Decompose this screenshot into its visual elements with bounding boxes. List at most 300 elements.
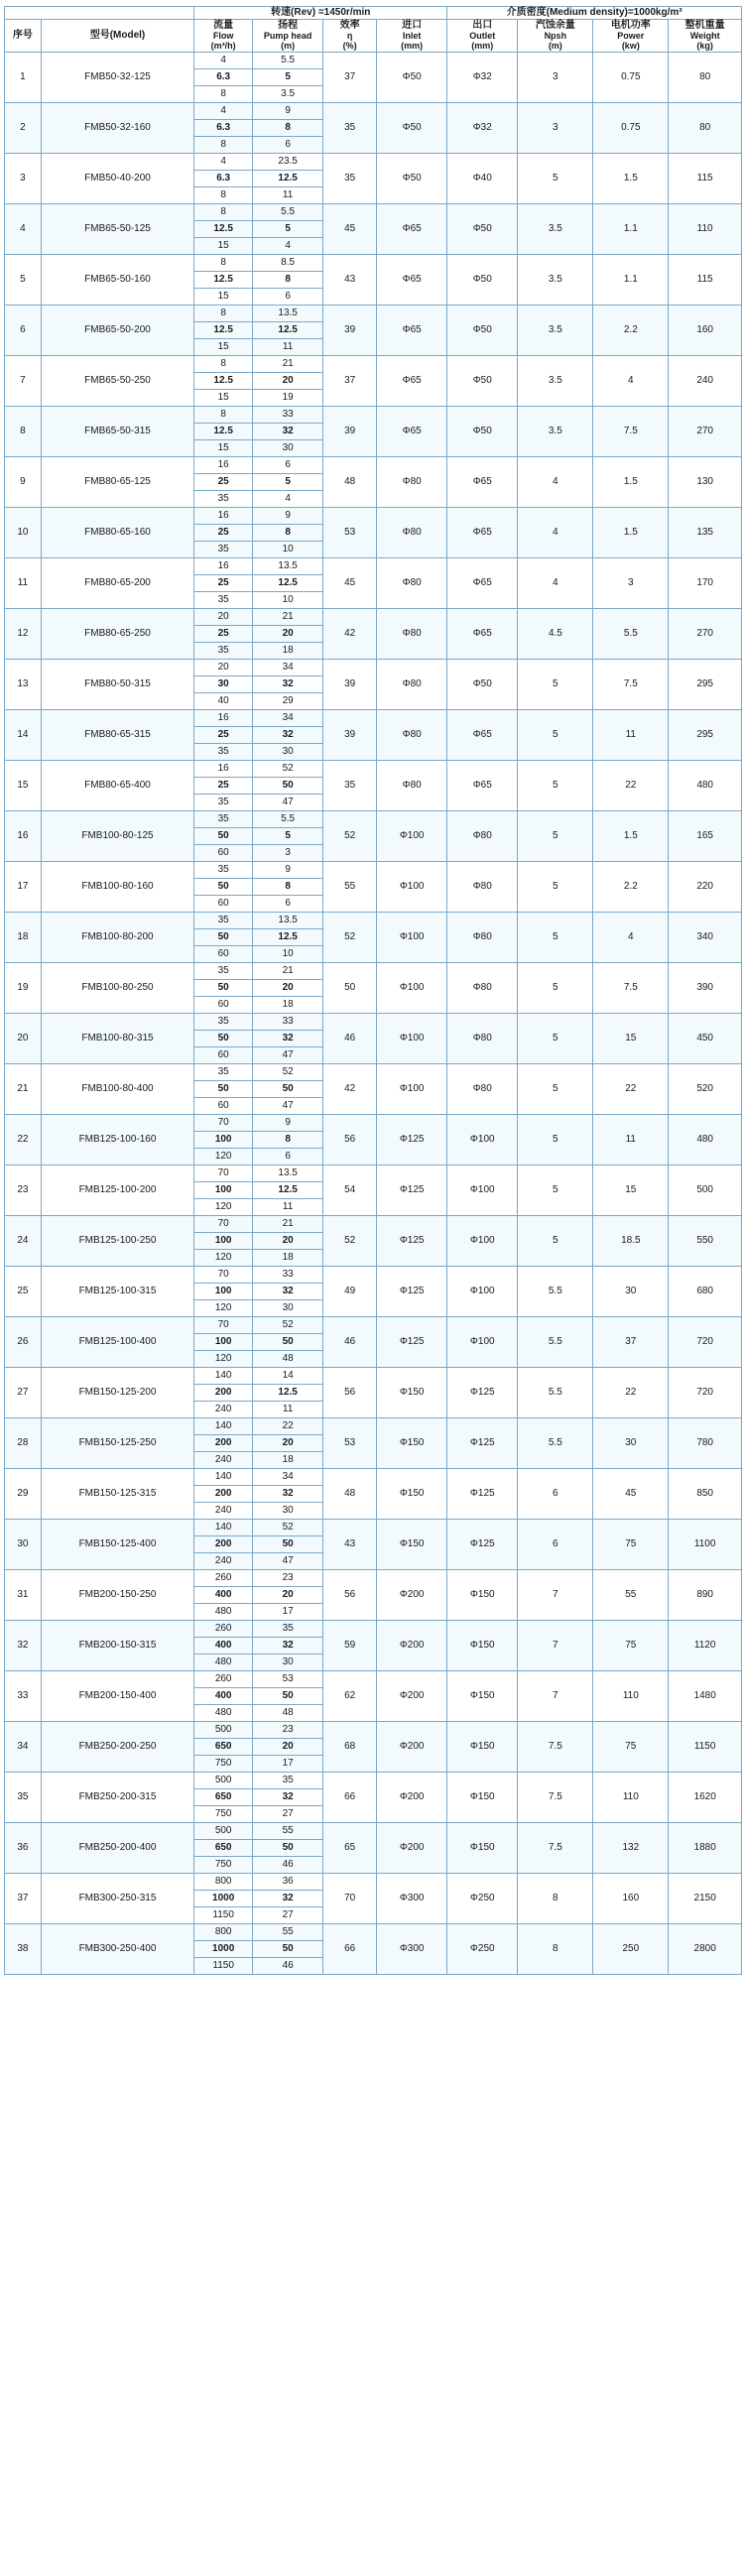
table-row bbox=[5, 1367, 742, 1384]
row-power: 110 bbox=[593, 1772, 669, 1822]
table-row bbox=[5, 1822, 742, 1839]
row-inlet: Φ80 bbox=[377, 557, 447, 608]
row-outlet: Φ80 bbox=[447, 810, 518, 861]
row-index: 29 bbox=[5, 1468, 42, 1519]
row-inlet: Φ100 bbox=[377, 912, 447, 962]
row-head-value: 13.5 bbox=[253, 912, 323, 928]
table-row bbox=[5, 810, 742, 827]
row-power: 11 bbox=[593, 709, 669, 760]
row-flow-value: 140 bbox=[194, 1468, 253, 1485]
row-inlet: Φ200 bbox=[377, 1569, 447, 1620]
row-outlet: Φ150 bbox=[447, 1772, 518, 1822]
row-flow-value: 650 bbox=[194, 1788, 253, 1805]
row-model: FMB300-250-400 bbox=[41, 1923, 193, 1974]
row-index: 18 bbox=[5, 912, 42, 962]
row-model: FMB125-100-400 bbox=[41, 1316, 193, 1367]
row-outlet: Φ150 bbox=[447, 1569, 518, 1620]
row-flow-value: 800 bbox=[194, 1873, 253, 1890]
row-inlet: Φ100 bbox=[377, 962, 447, 1013]
row-weight: 500 bbox=[669, 1165, 742, 1215]
row-head-value: 8.5 bbox=[253, 254, 323, 271]
row-head-value: 20 bbox=[253, 1232, 323, 1249]
row-inlet: Φ65 bbox=[377, 203, 447, 254]
row-npsh: 7 bbox=[518, 1670, 593, 1721]
row-head-value: 20 bbox=[253, 1738, 323, 1755]
row-head-value: 47 bbox=[253, 1046, 323, 1063]
row-weight: 115 bbox=[669, 254, 742, 305]
row-weight: 520 bbox=[669, 1063, 742, 1114]
row-head-value: 8 bbox=[253, 1131, 323, 1148]
row-head-value: 52 bbox=[253, 1063, 323, 1080]
row-flow-value: 140 bbox=[194, 1367, 253, 1384]
row-head-value: 6 bbox=[253, 456, 323, 473]
row-efficiency: 65 bbox=[323, 1822, 377, 1873]
table-row bbox=[5, 254, 742, 271]
row-head-value: 30 bbox=[253, 1654, 323, 1670]
row-efficiency: 49 bbox=[323, 1266, 377, 1316]
row-head-value: 50 bbox=[253, 1333, 323, 1350]
row-weight: 80 bbox=[669, 102, 742, 153]
row-head-value: 5 bbox=[253, 68, 323, 85]
row-head-value: 46 bbox=[253, 1957, 323, 1974]
row-efficiency: 52 bbox=[323, 810, 377, 861]
table-row bbox=[5, 557, 742, 574]
row-efficiency: 54 bbox=[323, 1165, 377, 1215]
table-row bbox=[5, 153, 742, 170]
row-outlet: Φ100 bbox=[447, 1215, 518, 1266]
row-head-value: 32 bbox=[253, 1788, 323, 1805]
row-npsh: 5.5 bbox=[518, 1266, 593, 1316]
row-flow-value: 240 bbox=[194, 1552, 253, 1569]
row-power: 2.2 bbox=[593, 861, 669, 912]
row-inlet: Φ80 bbox=[377, 709, 447, 760]
row-head-value: 52 bbox=[253, 1316, 323, 1333]
row-head-value: 30 bbox=[253, 743, 323, 760]
row-head-value: 47 bbox=[253, 1552, 323, 1569]
row-flow-value: 35 bbox=[194, 1013, 253, 1030]
row-inlet: Φ200 bbox=[377, 1822, 447, 1873]
row-flow-value: 35 bbox=[194, 591, 253, 608]
row-flow-value: 200 bbox=[194, 1485, 253, 1502]
row-efficiency: 46 bbox=[323, 1013, 377, 1063]
row-head-value: 27 bbox=[253, 1805, 323, 1822]
row-npsh: 4 bbox=[518, 456, 593, 507]
row-flow-value: 120 bbox=[194, 1198, 253, 1215]
row-npsh: 5 bbox=[518, 659, 593, 709]
row-flow-value: 35 bbox=[194, 642, 253, 659]
row-outlet: Φ40 bbox=[447, 153, 518, 203]
table-row bbox=[5, 1165, 742, 1181]
row-flow-value: 35 bbox=[194, 490, 253, 507]
row-head-value: 32 bbox=[253, 423, 323, 439]
header-head: 扬程 Pump head (m) bbox=[253, 19, 323, 52]
row-index: 15 bbox=[5, 760, 42, 810]
row-head-value: 11 bbox=[253, 1401, 323, 1417]
row-head-value: 21 bbox=[253, 1215, 323, 1232]
row-inlet: Φ125 bbox=[377, 1165, 447, 1215]
row-flow-value: 35 bbox=[194, 912, 253, 928]
row-index: 26 bbox=[5, 1316, 42, 1367]
row-npsh: 6 bbox=[518, 1519, 593, 1569]
row-outlet: Φ80 bbox=[447, 861, 518, 912]
row-flow-value: 20 bbox=[194, 608, 253, 625]
table-row bbox=[5, 1620, 742, 1637]
row-npsh: 6 bbox=[518, 1468, 593, 1519]
row-flow-value: 240 bbox=[194, 1502, 253, 1519]
row-model: FMB250-200-315 bbox=[41, 1772, 193, 1822]
row-weight: 220 bbox=[669, 861, 742, 912]
row-weight: 165 bbox=[669, 810, 742, 861]
row-flow-value: 500 bbox=[194, 1721, 253, 1738]
row-head-value: 5 bbox=[253, 220, 323, 237]
row-power: 7.5 bbox=[593, 406, 669, 456]
row-weight: 115 bbox=[669, 153, 742, 203]
row-flow-value: 750 bbox=[194, 1805, 253, 1822]
row-index: 35 bbox=[5, 1772, 42, 1822]
row-flow-value: 200 bbox=[194, 1434, 253, 1451]
row-power: 1.5 bbox=[593, 507, 669, 557]
row-inlet: Φ125 bbox=[377, 1266, 447, 1316]
row-npsh: 4.5 bbox=[518, 608, 593, 659]
row-efficiency: 45 bbox=[323, 203, 377, 254]
row-head-value: 11 bbox=[253, 338, 323, 355]
row-inlet: Φ100 bbox=[377, 861, 447, 912]
table-row bbox=[5, 203, 742, 220]
row-head-value: 23 bbox=[253, 1569, 323, 1586]
row-head-value: 20 bbox=[253, 979, 323, 996]
row-flow-value: 70 bbox=[194, 1114, 253, 1131]
table-row bbox=[5, 52, 742, 68]
row-weight: 130 bbox=[669, 456, 742, 507]
row-model: FMB65-50-250 bbox=[41, 355, 193, 406]
header-flow: 流量 Flow (m³/h) bbox=[194, 19, 253, 52]
row-efficiency: 35 bbox=[323, 102, 377, 153]
row-model: FMB80-65-315 bbox=[41, 709, 193, 760]
row-power: 22 bbox=[593, 1063, 669, 1114]
row-npsh: 7 bbox=[518, 1569, 593, 1620]
table-row bbox=[5, 305, 742, 321]
row-head-value: 5.5 bbox=[253, 810, 323, 827]
row-head-value: 55 bbox=[253, 1822, 323, 1839]
row-inlet: Φ150 bbox=[377, 1417, 447, 1468]
row-flow-value: 120 bbox=[194, 1299, 253, 1316]
row-efficiency: 42 bbox=[323, 608, 377, 659]
row-npsh: 5.5 bbox=[518, 1417, 593, 1468]
row-efficiency: 62 bbox=[323, 1670, 377, 1721]
row-index: 7 bbox=[5, 355, 42, 406]
row-head-value: 12.5 bbox=[253, 928, 323, 945]
row-npsh: 7.5 bbox=[518, 1721, 593, 1772]
pump-specification-table bbox=[4, 6, 742, 1975]
row-flow-value: 240 bbox=[194, 1401, 253, 1417]
row-head-value: 33 bbox=[253, 406, 323, 423]
row-flow-value: 100 bbox=[194, 1232, 253, 1249]
row-model: FMB125-100-160 bbox=[41, 1114, 193, 1165]
row-head-value: 14 bbox=[253, 1367, 323, 1384]
row-inlet: Φ80 bbox=[377, 608, 447, 659]
row-flow-value: 25 bbox=[194, 473, 253, 490]
row-head-value: 10 bbox=[253, 591, 323, 608]
row-efficiency: 59 bbox=[323, 1620, 377, 1670]
row-model: FMB200-150-400 bbox=[41, 1670, 193, 1721]
row-outlet: Φ125 bbox=[447, 1519, 518, 1569]
row-flow-value: 260 bbox=[194, 1620, 253, 1637]
row-power: 22 bbox=[593, 1367, 669, 1417]
header-npsh: 汽蚀余量 Npsh (m) bbox=[518, 19, 593, 52]
row-flow-value: 800 bbox=[194, 1923, 253, 1940]
row-flow-value: 6.3 bbox=[194, 119, 253, 136]
row-index: 1 bbox=[5, 52, 42, 102]
row-outlet: Φ150 bbox=[447, 1620, 518, 1670]
row-power: 75 bbox=[593, 1519, 669, 1569]
row-npsh: 3.5 bbox=[518, 305, 593, 355]
row-outlet: Φ65 bbox=[447, 456, 518, 507]
table-row bbox=[5, 1114, 742, 1131]
row-head-value: 18 bbox=[253, 1249, 323, 1266]
row-head-value: 9 bbox=[253, 507, 323, 524]
row-head-value: 35 bbox=[253, 1772, 323, 1788]
row-power: 250 bbox=[593, 1923, 669, 1974]
row-inlet: Φ80 bbox=[377, 760, 447, 810]
row-weight: 295 bbox=[669, 709, 742, 760]
row-weight: 850 bbox=[669, 1468, 742, 1519]
row-model: FMB150-125-400 bbox=[41, 1519, 193, 1569]
row-head-value: 47 bbox=[253, 794, 323, 810]
row-head-value: 23 bbox=[253, 1721, 323, 1738]
row-head-value: 20 bbox=[253, 625, 323, 642]
row-outlet: Φ100 bbox=[447, 1266, 518, 1316]
row-inlet: Φ100 bbox=[377, 810, 447, 861]
row-power: 18.5 bbox=[593, 1215, 669, 1266]
row-flow-value: 120 bbox=[194, 1249, 253, 1266]
row-head-value: 3 bbox=[253, 844, 323, 861]
row-inlet: Φ65 bbox=[377, 305, 447, 355]
row-head-value: 20 bbox=[253, 1434, 323, 1451]
row-index: 23 bbox=[5, 1165, 42, 1215]
row-flow-value: 12.5 bbox=[194, 220, 253, 237]
row-flow-value: 16 bbox=[194, 709, 253, 726]
row-power: 0.75 bbox=[593, 102, 669, 153]
row-flow-value: 200 bbox=[194, 1384, 253, 1401]
row-head-value: 20 bbox=[253, 372, 323, 389]
row-head-value: 30 bbox=[253, 1502, 323, 1519]
row-model: FMB150-125-250 bbox=[41, 1417, 193, 1468]
row-efficiency: 39 bbox=[323, 709, 377, 760]
row-power: 75 bbox=[593, 1620, 669, 1670]
row-outlet: Φ50 bbox=[447, 254, 518, 305]
row-head-value: 34 bbox=[253, 1468, 323, 1485]
row-flow-value: 25 bbox=[194, 726, 253, 743]
row-flow-value: 70 bbox=[194, 1165, 253, 1181]
row-efficiency: 39 bbox=[323, 406, 377, 456]
row-flow-value: 650 bbox=[194, 1839, 253, 1856]
row-head-value: 35 bbox=[253, 1620, 323, 1637]
row-weight: 890 bbox=[669, 1569, 742, 1620]
row-index: 17 bbox=[5, 861, 42, 912]
title-band-empty bbox=[5, 7, 194, 20]
row-head-value: 12.5 bbox=[253, 1181, 323, 1198]
row-index: 2 bbox=[5, 102, 42, 153]
table-row bbox=[5, 1670, 742, 1687]
row-index: 31 bbox=[5, 1569, 42, 1620]
row-efficiency: 52 bbox=[323, 912, 377, 962]
row-head-value: 10 bbox=[253, 945, 323, 962]
row-flow-value: 1000 bbox=[194, 1940, 253, 1957]
row-flow-value: 100 bbox=[194, 1283, 253, 1299]
row-power: 3 bbox=[593, 557, 669, 608]
row-npsh: 3.5 bbox=[518, 406, 593, 456]
row-head-value: 32 bbox=[253, 1890, 323, 1906]
row-model: FMB100-80-160 bbox=[41, 861, 193, 912]
row-efficiency: 53 bbox=[323, 1417, 377, 1468]
row-power: 15 bbox=[593, 1013, 669, 1063]
row-weight: 480 bbox=[669, 760, 742, 810]
row-head-value: 23.5 bbox=[253, 153, 323, 170]
row-flow-value: 70 bbox=[194, 1215, 253, 1232]
row-outlet: Φ32 bbox=[447, 52, 518, 102]
table-row bbox=[5, 1873, 742, 1890]
row-head-value: 4 bbox=[253, 237, 323, 254]
row-flow-value: 140 bbox=[194, 1519, 253, 1535]
row-head-value: 32 bbox=[253, 1030, 323, 1046]
row-index: 14 bbox=[5, 709, 42, 760]
row-model: FMB150-125-200 bbox=[41, 1367, 193, 1417]
row-head-value: 48 bbox=[253, 1350, 323, 1367]
row-head-value: 6 bbox=[253, 136, 323, 153]
row-flow-value: 750 bbox=[194, 1755, 253, 1772]
row-model: FMB80-65-400 bbox=[41, 760, 193, 810]
row-efficiency: 56 bbox=[323, 1569, 377, 1620]
row-npsh: 3 bbox=[518, 52, 593, 102]
row-head-value: 33 bbox=[253, 1266, 323, 1283]
row-outlet: Φ80 bbox=[447, 912, 518, 962]
row-flow-value: 60 bbox=[194, 844, 253, 861]
row-flow-value: 60 bbox=[194, 1046, 253, 1063]
row-head-value: 22 bbox=[253, 1417, 323, 1434]
row-flow-value: 500 bbox=[194, 1772, 253, 1788]
row-head-value: 50 bbox=[253, 1080, 323, 1097]
table-row bbox=[5, 1417, 742, 1434]
row-index: 12 bbox=[5, 608, 42, 659]
row-head-value: 8 bbox=[253, 524, 323, 541]
row-flow-value: 4 bbox=[194, 102, 253, 119]
header-index: 序号 bbox=[5, 19, 42, 52]
row-power: 110 bbox=[593, 1670, 669, 1721]
table-row bbox=[5, 406, 742, 423]
row-flow-value: 50 bbox=[194, 1080, 253, 1097]
row-flow-value: 60 bbox=[194, 945, 253, 962]
row-power: 1.1 bbox=[593, 254, 669, 305]
row-head-value: 9 bbox=[253, 861, 323, 878]
row-index: 21 bbox=[5, 1063, 42, 1114]
row-npsh: 5.5 bbox=[518, 1367, 593, 1417]
row-model: FMB250-200-400 bbox=[41, 1822, 193, 1873]
table-row bbox=[5, 1215, 742, 1232]
row-efficiency: 53 bbox=[323, 507, 377, 557]
row-efficiency: 43 bbox=[323, 1519, 377, 1569]
row-flow-value: 100 bbox=[194, 1181, 253, 1198]
speed-label: 转速(Rev) =1450r/min bbox=[194, 7, 447, 20]
row-npsh: 7 bbox=[518, 1620, 593, 1670]
row-model: FMB80-65-250 bbox=[41, 608, 193, 659]
row-weight: 80 bbox=[669, 52, 742, 102]
row-inlet: Φ200 bbox=[377, 1721, 447, 1772]
row-power: 1.1 bbox=[593, 203, 669, 254]
row-flow-value: 35 bbox=[194, 810, 253, 827]
row-flow-value: 120 bbox=[194, 1350, 253, 1367]
row-head-value: 55 bbox=[253, 1923, 323, 1940]
row-npsh: 5 bbox=[518, 1215, 593, 1266]
row-head-value: 52 bbox=[253, 1519, 323, 1535]
row-npsh: 5.5 bbox=[518, 1316, 593, 1367]
row-flow-value: 480 bbox=[194, 1704, 253, 1721]
row-flow-value: 4 bbox=[194, 52, 253, 68]
table-row bbox=[5, 1721, 742, 1738]
row-index: 4 bbox=[5, 203, 42, 254]
row-head-value: 32 bbox=[253, 1283, 323, 1299]
row-power: 7.5 bbox=[593, 962, 669, 1013]
row-npsh: 5 bbox=[518, 912, 593, 962]
row-inlet: Φ80 bbox=[377, 507, 447, 557]
row-npsh: 3.5 bbox=[518, 254, 593, 305]
row-head-value: 50 bbox=[253, 777, 323, 794]
row-index: 36 bbox=[5, 1822, 42, 1873]
row-inlet: Φ125 bbox=[377, 1114, 447, 1165]
row-outlet: Φ65 bbox=[447, 507, 518, 557]
row-efficiency: 37 bbox=[323, 52, 377, 102]
row-outlet: Φ150 bbox=[447, 1721, 518, 1772]
row-weight: 390 bbox=[669, 962, 742, 1013]
header-weight: 整机重量 Weight (kg) bbox=[669, 19, 742, 52]
row-index: 20 bbox=[5, 1013, 42, 1063]
row-outlet: Φ150 bbox=[447, 1670, 518, 1721]
row-weight: 780 bbox=[669, 1417, 742, 1468]
row-outlet: Φ65 bbox=[447, 760, 518, 810]
row-head-value: 6 bbox=[253, 1148, 323, 1165]
row-inlet: Φ65 bbox=[377, 254, 447, 305]
row-flow-value: 260 bbox=[194, 1569, 253, 1586]
row-flow-value: 240 bbox=[194, 1451, 253, 1468]
row-model: FMB65-50-160 bbox=[41, 254, 193, 305]
row-efficiency: 66 bbox=[323, 1923, 377, 1974]
row-weight: 340 bbox=[669, 912, 742, 962]
row-inlet: Φ50 bbox=[377, 153, 447, 203]
row-outlet: Φ125 bbox=[447, 1468, 518, 1519]
row-flow-value: 100 bbox=[194, 1131, 253, 1148]
row-flow-value: 12.5 bbox=[194, 321, 253, 338]
row-inlet: Φ150 bbox=[377, 1367, 447, 1417]
row-index: 10 bbox=[5, 507, 42, 557]
row-model: FMB50-40-200 bbox=[41, 153, 193, 203]
row-head-value: 32 bbox=[253, 1485, 323, 1502]
row-model: FMB300-250-315 bbox=[41, 1873, 193, 1923]
row-index: 13 bbox=[5, 659, 42, 709]
row-efficiency: 45 bbox=[323, 557, 377, 608]
row-outlet: Φ50 bbox=[447, 203, 518, 254]
row-power: 1.5 bbox=[593, 153, 669, 203]
row-weight: 295 bbox=[669, 659, 742, 709]
row-weight: 450 bbox=[669, 1013, 742, 1063]
row-power: 1.5 bbox=[593, 456, 669, 507]
row-index: 9 bbox=[5, 456, 42, 507]
row-flow-value: 35 bbox=[194, 794, 253, 810]
row-head-value: 53 bbox=[253, 1670, 323, 1687]
row-weight: 270 bbox=[669, 406, 742, 456]
row-flow-value: 400 bbox=[194, 1586, 253, 1603]
row-model: FMB65-50-125 bbox=[41, 203, 193, 254]
row-weight: 1150 bbox=[669, 1721, 742, 1772]
row-flow-value: 35 bbox=[194, 743, 253, 760]
